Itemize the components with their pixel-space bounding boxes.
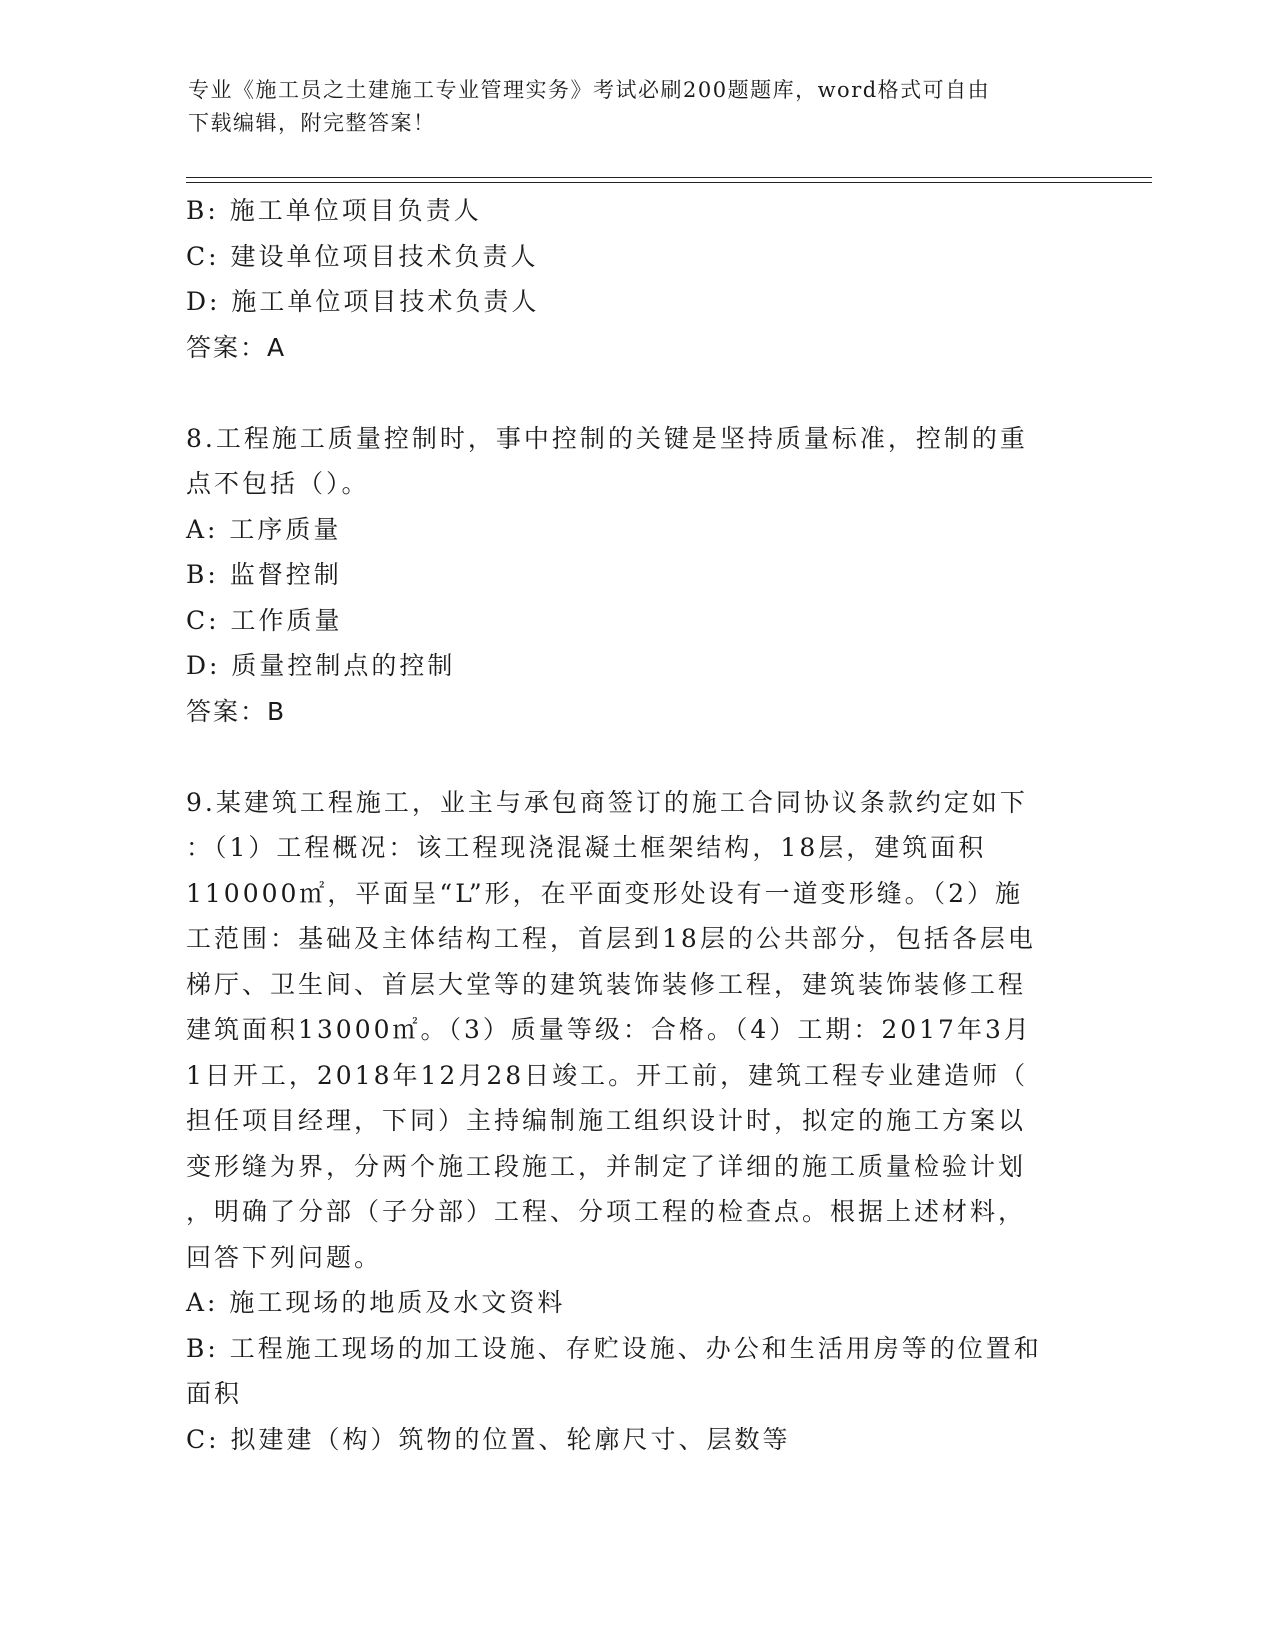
header-line-2: 下载编辑，附完整答案！ <box>188 111 436 135</box>
option-a: A: 工序质量 <box>186 514 342 544</box>
question-text-line: 工范围：基础及主体结构工程，首层到18层的公共部分，包括各层电 <box>186 924 1036 953</box>
prev-question <box>186 188 1066 370</box>
option-b-continued: 面积 <box>186 1379 243 1408</box>
header-divider-top <box>186 177 1152 178</box>
option-b: B: 工程施工现场的加工设施、存贮设施、办公和生活用房等的位置和 <box>186 1333 1042 1363</box>
option-c: C: 建设单位项目技术负责人 <box>186 241 539 271</box>
option-d: D: 质量控制点的控制 <box>186 651 456 680</box>
question-8 <box>186 416 1066 735</box>
document-header <box>188 74 1068 140</box>
spacer <box>186 370 1066 416</box>
answer: 答案：A <box>186 332 287 362</box>
question-text-line: 回答下列问题。 <box>186 1242 383 1272</box>
option-b: B: 施工单位项目负责人 <box>186 196 482 225</box>
option-b: B: 监督控制 <box>186 560 342 589</box>
question-text-line: 变形缝为界，分两个施工段施工，并制定了详细的施工质量检验计划 <box>186 1151 1027 1181</box>
question-text-line: 梯厅、卫生间、首层大堂等的建筑装饰装修工程，建筑装饰装修工程 <box>186 969 1027 999</box>
option-c: C: 拟建建（构）筑物的位置、轮廓尺寸、层数等 <box>186 1424 791 1454</box>
option-a: A: 施工现场的地质及水文资料 <box>186 1288 566 1317</box>
option-c: C: 工作质量 <box>186 605 343 635</box>
question-text-line: 9.某建筑工程施工，业主与承包商签订的施工合同协议条款约定如下 <box>186 787 1028 817</box>
header-divider-bottom <box>186 182 1152 183</box>
question-text-line: 担任项目经理，下同）主持编制施工组织设计时，拟定的施工方案以 <box>186 1106 1027 1135</box>
question-text-line: 点不包括（）。 <box>186 469 370 498</box>
question-text-line: ：（1）工程概况：该工程现浇混凝土框架结构，18层，建筑面积 <box>186 833 987 862</box>
question-text-line: 8.工程施工质量控制时，事中控制的关键是坚持质量标准，控制的重 <box>186 423 1028 453</box>
answer: 答案：B <box>186 696 287 726</box>
question-9 <box>186 780 1066 1463</box>
option-d: D: 施工单位项目技术负责人 <box>186 287 540 316</box>
question-text-line: 110000㎡，平面呈“L”形，在平面变形处设有一道变形缝。（2）施 <box>186 878 1024 908</box>
question-text-line: 1日开工，2018年12月28日竣工。开工前，建筑工程专业建造师（ <box>186 1060 1029 1090</box>
header-line-1: 专业《施工员之土建施工专业管理实务》考试必刷200题题库，word格式可自由 <box>188 78 991 102</box>
document-body <box>186 188 1066 1462</box>
spacer <box>186 734 1066 780</box>
question-text-line: ，明确了分部（子分部）工程、分项工程的检查点。根据上述材料， <box>186 1197 1027 1226</box>
question-text-line: 建筑面积13000㎡。（3）质量等级：合格。（4）工期：2017年3月 <box>186 1015 1032 1044</box>
